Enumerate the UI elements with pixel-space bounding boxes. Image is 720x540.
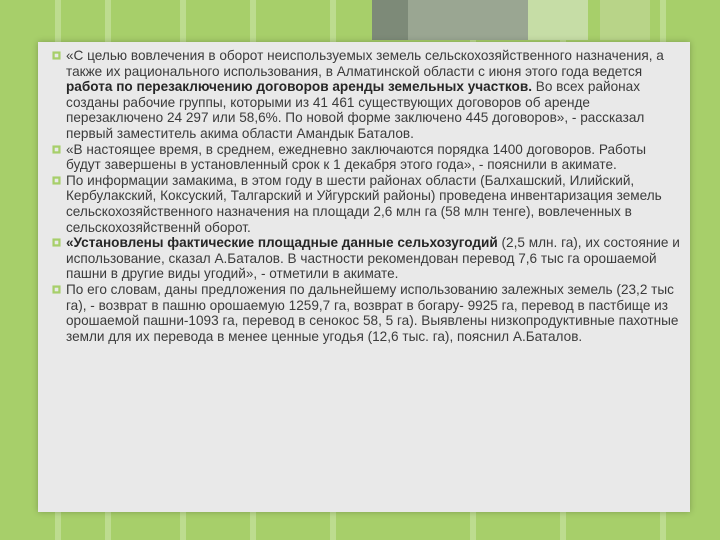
text-run: По его словам, даны предложения по дальнейшему использованию залежных земель (23,2 тыс га), - возврат в пашню орошаемую 1259,7 га, возврат в богару- 9925 га, перевод в пастбище из орошаемой пашни-1093 га, перевод в сенокос 58, 5 га). Выявлены низкопродуктивные пахотные земли для их перевода в менее ценные угодья (12,6 тыс. га), пояснил А.Баталов. bbox=[66, 281, 679, 344]
bold-text-run: «Установлены фактические площадные данные сельхозугодий bbox=[66, 235, 498, 251]
text-run: (2,5 млн. га), их состояние и использование, сказал А.Баталов. В частности рекомендован перевод 7,6 тыс га орошаемой пашни в другие виды угодий», - отметили в акимате. bbox=[66, 235, 680, 282]
text-run: Во всех районах созданы рабочие группы, которыми из 41 461 существующих договоров об аренде перезаключено 24 297 или 58,6%. По новой форме заключено 445 договоров», - рассказал первый заместитель акима области Амандык Баталов. bbox=[66, 79, 645, 141]
open-square-ring-icon bbox=[52, 285, 61, 294]
bold-text-run: работа по перезаключению договоров аренды земельных участков. bbox=[66, 79, 532, 95]
decorative-block bbox=[528, 0, 588, 40]
bullet-list bbox=[52, 48, 680, 344]
text-run: По информации замакима, в этом году в шести районах области (Балхашский, Илийский, Кербулакский, Коксуский, Талгарский и Уйгурский районы) проведена инвентаризация земель сельскохозяйственного назначения на площади 2,6 млн га (58 млн тенге), вовлеченных в сельскохозяйственнй оборот. bbox=[66, 172, 662, 235]
bullet-paragraph bbox=[52, 142, 680, 173]
content-panel bbox=[38, 42, 690, 512]
open-square-ring-icon bbox=[52, 145, 61, 154]
bullet-paragraph bbox=[52, 282, 680, 344]
open-square-ring-icon bbox=[52, 176, 61, 185]
decorative-block bbox=[600, 0, 650, 40]
open-square-ring-icon bbox=[52, 51, 61, 60]
decorative-block bbox=[372, 0, 408, 40]
bullet-paragraph bbox=[52, 235, 680, 282]
decorative-block bbox=[408, 0, 528, 40]
bullet-paragraph bbox=[52, 48, 680, 142]
open-square-ring-icon bbox=[52, 238, 61, 247]
text-run: «С целью вовлечения в оборот неиспользуемых земель сельскохозяйственного назначения, а также их рационального использования, в Алматинской области с июня этого года ведется bbox=[66, 48, 664, 79]
text-run: «В настоящее время, в среднем, ежедневно заключаются порядка 1400 договоров. Работы будут завершены в установленный срок к 1 декабря этого года», - пояснили в акимате. bbox=[66, 141, 647, 173]
bullet-paragraph bbox=[52, 173, 680, 235]
